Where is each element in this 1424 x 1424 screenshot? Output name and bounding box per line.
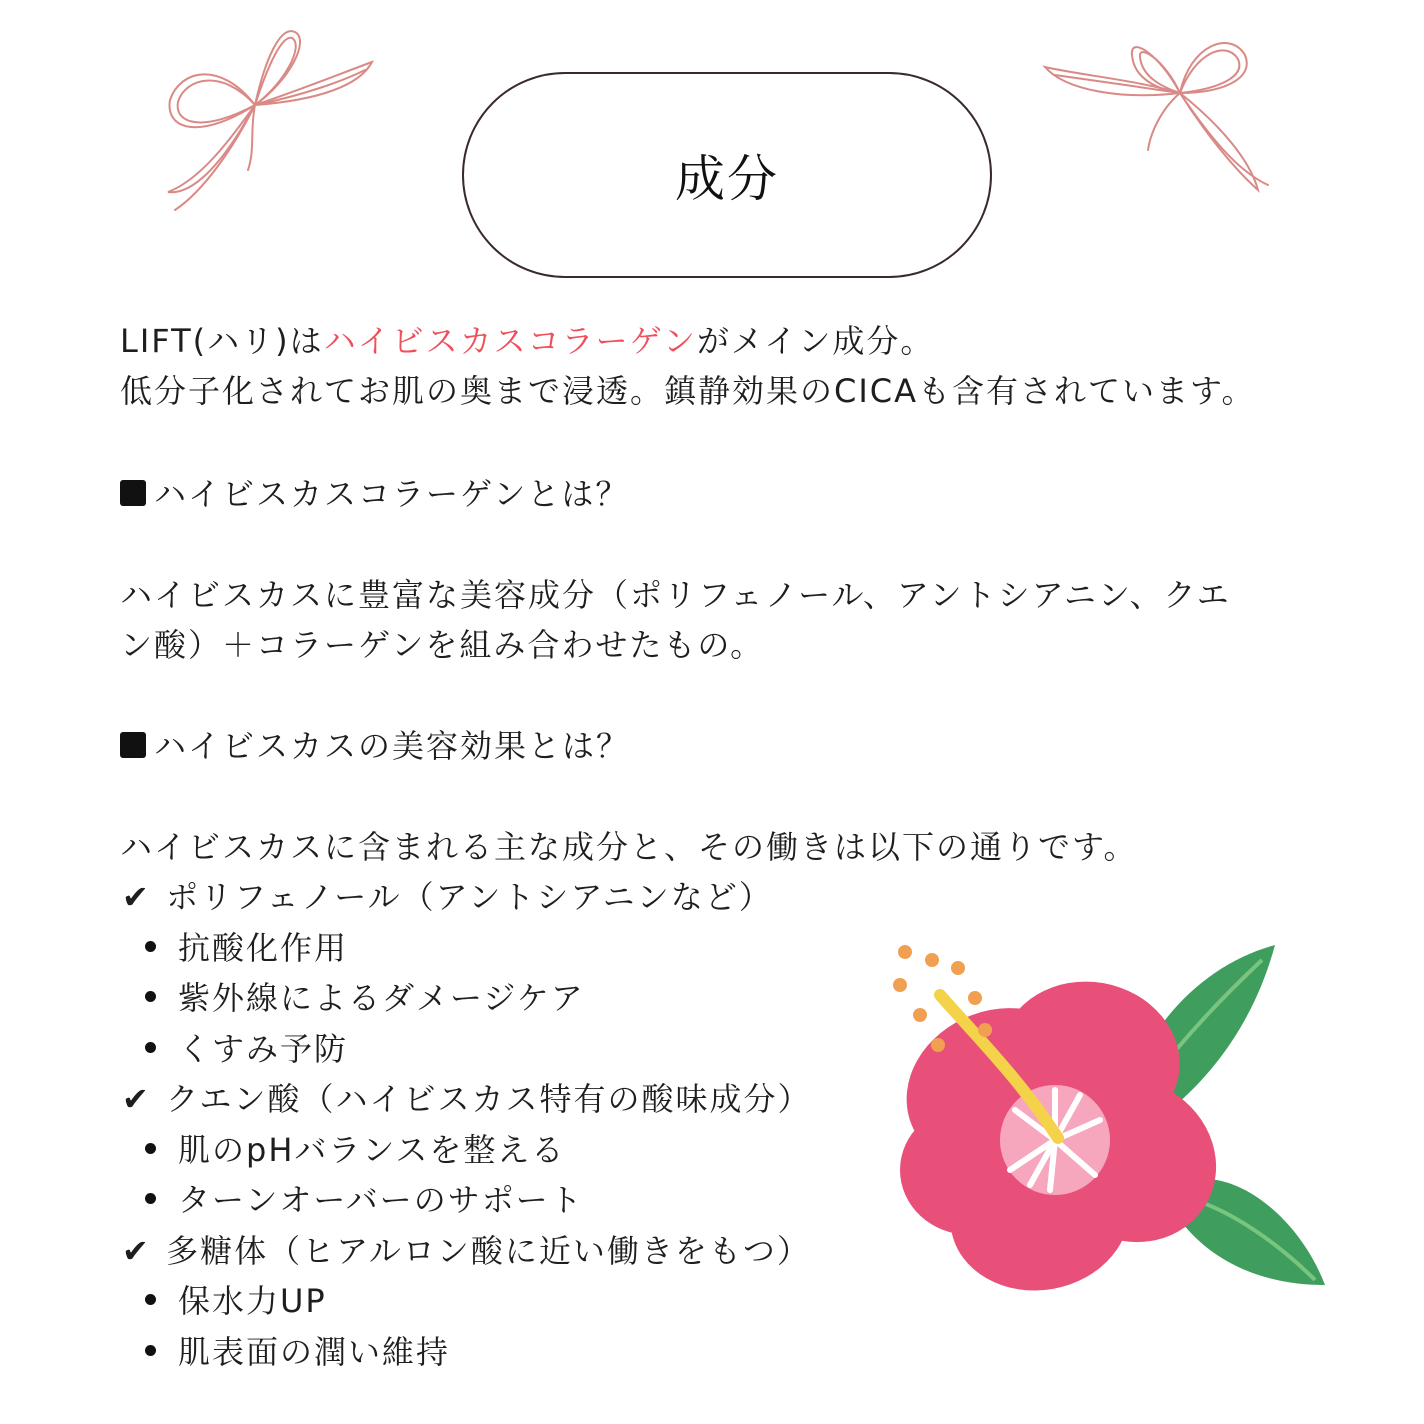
section1-heading-text: ハイビスカスコラーゲンとは？ bbox=[154, 475, 630, 513]
section1-body-line-2: ン酸）＋コラーゲンを組み合わせたもの。 bbox=[120, 626, 765, 664]
bullet-icon bbox=[145, 991, 156, 1002]
check-icon: ✔ bbox=[122, 1232, 151, 1270]
bullet-icon bbox=[145, 1193, 156, 1204]
list-item bbox=[145, 1030, 348, 1068]
list-item-text: くすみ予防 bbox=[178, 1030, 349, 1068]
ribbon-bow-right-icon bbox=[1040, 25, 1270, 195]
section2-heading-text: ハイビスカスの美容効果とは？ bbox=[154, 727, 631, 765]
check-item-label: 多糖体（ヒアルロン酸に近い働きをもつ） bbox=[166, 1232, 811, 1270]
list-item bbox=[145, 929, 348, 967]
check-item-label: ポリフェノール（アントシアニンなど） bbox=[166, 878, 773, 916]
list-item-text: 紫外線によるダメージケア bbox=[178, 979, 585, 1017]
check-icon: ✔ bbox=[122, 878, 151, 916]
list-item bbox=[145, 979, 585, 1017]
intro-line-1-pre: LIFT(ハリ)は bbox=[120, 322, 324, 360]
bullet-icon bbox=[145, 1042, 156, 1053]
black-square-icon bbox=[120, 732, 146, 758]
bullet-icon bbox=[145, 1345, 156, 1356]
check-item bbox=[122, 878, 773, 916]
black-square-icon bbox=[120, 480, 146, 506]
list-item-text: 肌のpHバランスを整える bbox=[178, 1131, 566, 1169]
intro-line-2: 低分子化されてお肌の奥まで浸透。鎮静効果のCICAも含有されています。 bbox=[120, 372, 1256, 410]
intro-highlight: ハイビスカスコラーゲン bbox=[323, 322, 698, 360]
check-item bbox=[122, 1080, 812, 1118]
list-item-text: 肌表面の潤い維持 bbox=[178, 1333, 451, 1371]
bullet-icon bbox=[145, 1143, 156, 1154]
check-item bbox=[122, 1232, 811, 1270]
section1-heading bbox=[120, 475, 629, 513]
list-item bbox=[145, 1131, 565, 1169]
intro-line-1-post: がメイン成分。 bbox=[697, 322, 935, 360]
section2-intro: ハイビスカスに含まれる主な成分と、その働きは以下の通りです。 bbox=[120, 828, 1138, 866]
bullet-icon bbox=[145, 1294, 156, 1305]
hibiscus-illustration bbox=[890, 940, 1330, 1330]
list-item bbox=[145, 1181, 584, 1219]
page-title: 成分 bbox=[675, 150, 779, 208]
list-item-text: 抗酸化作用 bbox=[178, 929, 349, 967]
list-item-text: 保水力UP bbox=[178, 1282, 327, 1320]
title-pill bbox=[462, 72, 992, 278]
list-item bbox=[145, 1282, 327, 1320]
intro-line-1 bbox=[120, 322, 934, 360]
list-item bbox=[145, 1333, 450, 1371]
list-item-text: ターンオーバーのサポート bbox=[178, 1181, 584, 1219]
check-item-label: クエン酸（ハイビスカス特有の酸味成分） bbox=[166, 1080, 812, 1118]
section1-body-line-1: ハイビスカスに豊富な美容成分（ポリフェノール、アントシアニン、クエ bbox=[120, 576, 1231, 614]
ribbon-bow-left-icon bbox=[160, 20, 380, 220]
check-icon: ✔ bbox=[122, 1080, 151, 1118]
section2-heading bbox=[120, 727, 630, 765]
bullet-icon bbox=[145, 941, 156, 952]
